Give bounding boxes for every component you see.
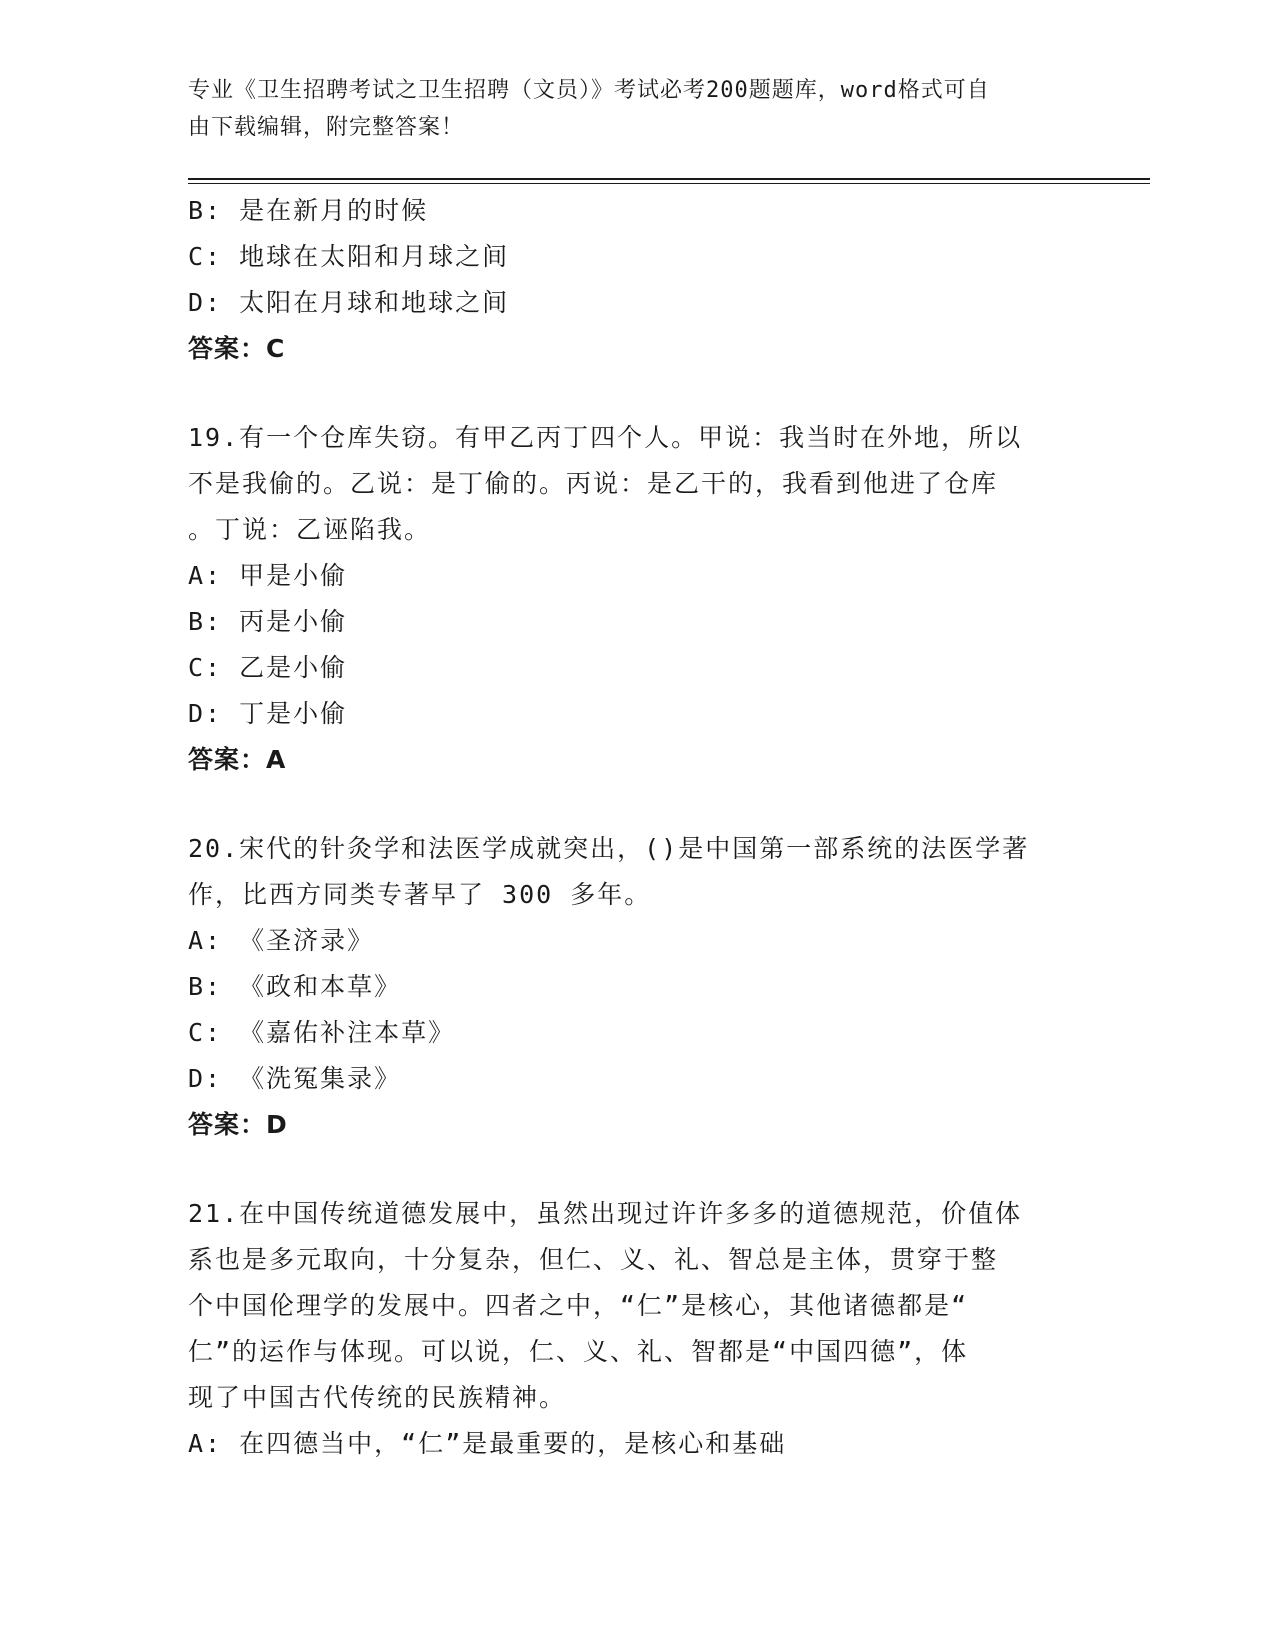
option-c: C: 《嘉佑补注本草》 — [188, 1018, 456, 1047]
header-divider-thick — [188, 178, 1150, 180]
question-18-continued — [188, 188, 1068, 372]
spacer — [188, 1148, 1068, 1191]
question-20 — [188, 826, 1068, 1148]
option-a: A: 在四德当中，“仁”是最重要的，是核心和基础 — [188, 1429, 787, 1458]
question-stem-line: 作，比西方同类专著早了 300 多年。 — [188, 880, 652, 909]
question-stem-line: 仁”的运作与体现。可以说，仁、义、礼、智都是“中国四德”，体 — [188, 1337, 969, 1366]
spacer — [188, 783, 1068, 826]
option-d: D: 《洗冤集录》 — [188, 1064, 402, 1093]
answer-line: 答案：C — [188, 334, 286, 363]
header-line-1: 专业《卫生招聘考试之卫生招聘（文员）》考试必考200题题库，word格式可自 — [188, 78, 990, 103]
spacer — [188, 372, 1068, 415]
question-stem-line: 19.有一个仓库失窃。有甲乙丙丁四个人。甲说：我当时在外地，所以 — [188, 423, 1023, 452]
answer-line: 答案：D — [188, 1110, 288, 1139]
option-b: B: 丙是小偷 — [188, 607, 348, 636]
document-body — [188, 188, 1068, 1467]
question-stem-line: 20.宋代的针灸学和法医学成就突出，()是中国第一部系统的法医学著 — [188, 834, 1030, 863]
option-a: A: 《圣济录》 — [188, 926, 375, 955]
answer-line: 答案：A — [188, 745, 287, 774]
question-stem-line: 。丁说：乙诬陷我。 — [188, 515, 432, 544]
question-stem-line: 系也是多元取向，十分复杂，但仁、义、礼、智总是主体，贯穿于整 — [188, 1245, 999, 1274]
option-b: B: 《政和本草》 — [188, 972, 402, 1001]
option-d: D: 太阳在月球和地球之间 — [188, 288, 510, 317]
question-stem-line: 现了中国古代传统的民族精神。 — [188, 1383, 567, 1412]
option-c: C: 乙是小偷 — [188, 653, 348, 682]
option-b: B: 是在新月的时候 — [188, 196, 429, 225]
option-c: C: 地球在太阳和月球之间 — [188, 242, 510, 271]
question-21 — [188, 1191, 1068, 1467]
option-a: A: 甲是小偷 — [188, 561, 348, 590]
document-header — [188, 72, 1068, 146]
question-stem-line: 21.在中国传统道德发展中，虽然出现过许许多多的道德规范，价值体 — [188, 1199, 1023, 1228]
header-divider-thin — [188, 183, 1150, 184]
question-19 — [188, 415, 1068, 783]
question-stem-line: 个中国伦理学的发展中。四者之中，“仁”是核心，其他诸德都是“ — [188, 1291, 969, 1320]
option-d: D: 丁是小偷 — [188, 699, 348, 728]
header-line-2: 由下载编辑，附完整答案！ — [188, 115, 465, 140]
question-stem-line: 不是我偷的。乙说：是丁偷的。丙说：是乙干的，我看到他进了仓库 — [188, 469, 999, 498]
